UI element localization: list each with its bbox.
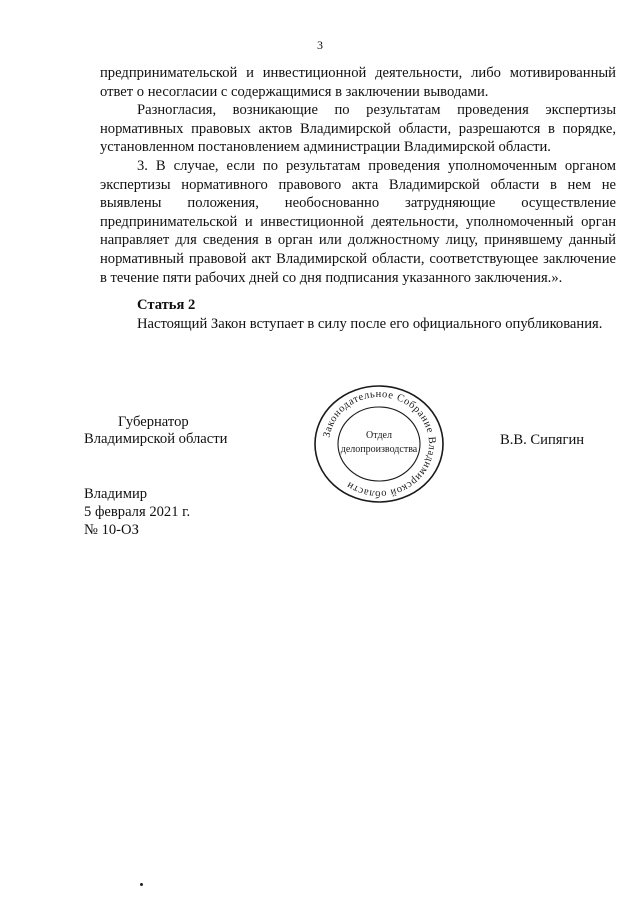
page-number: 3 (317, 38, 323, 52)
paragraph-clause-3: 3. В случае, если по результатам проведения уполномоченным органом экспертизы нормативного правового акта Владимирской области в нем не выявлены положения, необоснованно затрудняющие осуществление предпринимательской и инвестиционной деятельности, уполномоченный орган направляет для сведения в орган или должностному лицу, принявшему данный нормативный правовой акт Владимирской области, соответствующее заключение в течение пяти рабочих дней со дня подписания указанного заключения.». (100, 157, 616, 286)
signatory-title: Губернатор (118, 414, 189, 430)
signing-place: Владимир (84, 486, 148, 502)
law-number: № 10-ОЗ (84, 522, 139, 538)
document-body (100, 64, 616, 333)
stamp-center-line-1: Отдел (366, 430, 392, 441)
paragraph-disagreements: Разногласия, возникающие по результатам проведения экспертизы нормативных правовых актов Владимирской области, разрешаются в порядке, установленном постановлением администрации Владимирской области. (100, 102, 616, 156)
signatory-region: Владимирской области (84, 431, 228, 447)
paragraph-continuation: предпринимательской и инвестиционной деятельности, либо мотивированный ответ о несогласии с содержащимися в заключении выводами. (100, 65, 616, 100)
article-2-text: Настоящий Закон вступает в силу после его официального опубликования. (137, 315, 603, 332)
stamp-ring-text: Законодательное Собрание Владимирской области (321, 388, 438, 500)
signing-date: 5 февраля 2021 г. (84, 504, 191, 520)
signatory-name: В.В. Сипягин (500, 432, 585, 448)
scan-speck (140, 883, 143, 886)
official-stamp (312, 384, 446, 504)
article-2-title: Статья 2 (137, 297, 196, 314)
stamp-center-line-2: делопроизводства (340, 444, 418, 455)
